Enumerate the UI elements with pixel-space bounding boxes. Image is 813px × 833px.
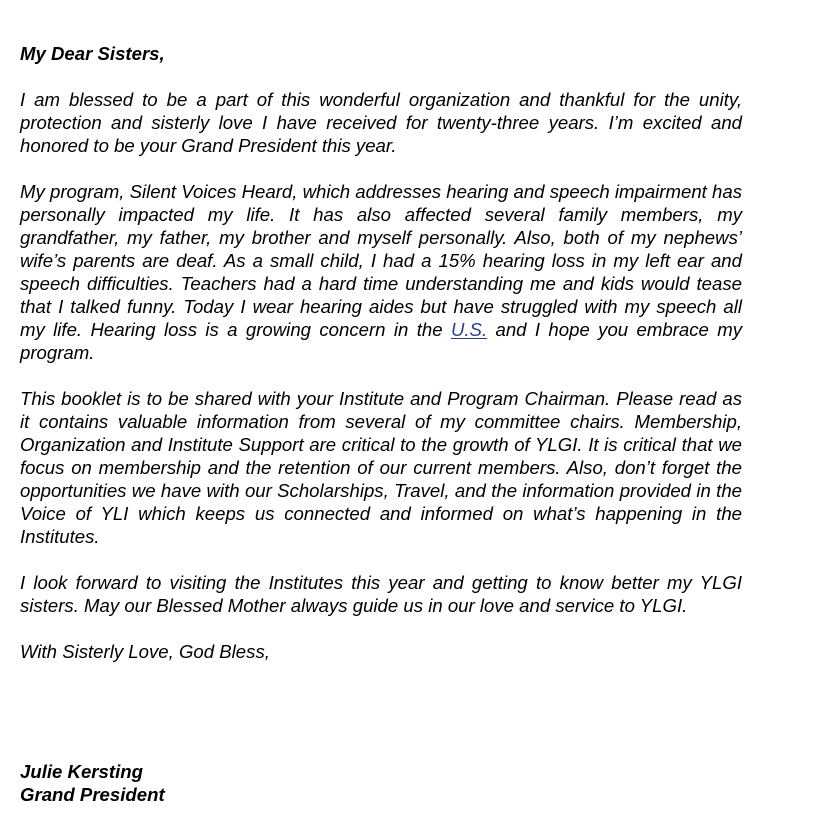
closing-line: With Sisterly Love, God Bless, (20, 641, 270, 662)
letter-body (20, 42, 742, 663)
signature-title: Grand President (20, 784, 165, 805)
signature-name: Julie Kersting (20, 761, 143, 782)
paragraph-visiting: I look forward to visiting the Institutes this year and getting to know better my YLGI sisters. May our Blessed Mother always guide us in our love and service to YLGI. (20, 572, 742, 616)
signature-block (20, 760, 165, 806)
us-link[interactable]: U.S. (450, 319, 488, 340)
paragraph-booklet: This booklet is to be shared with your Institute and Program Chairman. Please read as it contains valuable information from several of my committee chairs. Membership, Organization and Institute Support are critical to the growth of YLGI. It is critical that we focus on membership and the retention of our current members. Also, don’t forget the opportunities we have with our Scholarships, Travel, and the information provided in the Voice of YLI which keeps us connected and informed on what’s happening in the Institutes. (20, 388, 742, 547)
paragraph-intro: I am blessed to be a part of this wonderful organization and thankful for the unity, protection and sisterly love I have received for twenty-three years. I’m excited and honored to be your Grand President this year. (20, 89, 742, 156)
paragraph-program-text-end: and I hope you embrace my program. (20, 319, 742, 363)
paragraph-program-text-start: My program, Silent Voices Heard, which addresses hearing and speech impairment has personally impacted my life. It has also affected several family members, my grandfather, my father, my brother and myself personally. Also, both of my nephews’ wife’s parents are deaf. As a small child, I had a 15% hearing loss in my left ear and speech difficulties. Teachers had a hard time understanding me and kids would tease that I talked funny. Today I wear hearing aides but have struggled with my speech all my life. Hearing loss is a growing concern in the (20, 181, 742, 340)
salutation: My Dear Sisters, (20, 43, 165, 64)
paragraph-program (20, 180, 742, 364)
